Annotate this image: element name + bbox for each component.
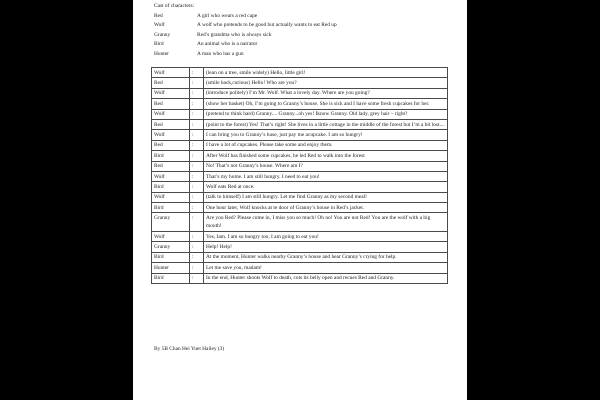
table-row	[152, 78, 448, 88]
cast-row	[154, 12, 337, 22]
table-row	[152, 109, 448, 119]
cast-description: A girl who wears a red cape	[197, 12, 258, 19]
speaker-cell: Hunter	[152, 263, 190, 273]
table-row	[152, 203, 448, 213]
cast-row	[154, 40, 337, 50]
dialogue-cell: That’s my home. I am still hungry. I need to eat you!	[204, 171, 448, 181]
table-row	[152, 88, 448, 98]
cast-description: A man who has a gun	[197, 50, 244, 57]
script-table	[151, 67, 448, 284]
speaker-cell: Red	[152, 161, 190, 171]
colon-cell: :	[190, 171, 204, 181]
colon-cell: :	[190, 182, 204, 192]
dialogue-cell: (point to the forest) Yes! That’s right! She lives in a little cottage in the middle of the forest but I’m a bit lost....	[204, 119, 448, 129]
dialogue-cell: No! That’s not Granny’s house. Where am I?	[204, 161, 448, 171]
colon-cell: :	[190, 161, 204, 171]
cast-of-characters	[154, 2, 337, 60]
table-row	[152, 232, 448, 242]
colon-cell: :	[190, 252, 204, 262]
colon-cell: :	[190, 109, 204, 119]
colon-cell: :	[190, 213, 204, 232]
table-row	[152, 119, 448, 129]
speaker-cell: Wolf	[152, 130, 190, 140]
dialogue-cell: Yes, Iam. I am so hungry too, I am going to eat you!	[204, 232, 448, 242]
table-row	[152, 263, 448, 273]
speaker-cell: Bird	[152, 273, 190, 283]
speaker-cell: Granny	[152, 242, 190, 252]
speaker-cell: Bird	[152, 203, 190, 213]
dialogue-cell: Are you Red? Please come in, I miss you so much! Oh no! You are not Red! You are the wolf with a big mouth!	[204, 213, 448, 232]
speaker-cell: Red	[152, 99, 190, 109]
table-row	[152, 182, 448, 192]
speaker-cell: Bird	[152, 252, 190, 262]
cast-row	[154, 50, 337, 60]
dialogue-cell: (talk to himself) I am still hungry. Let me find Granny as my second meal!	[204, 192, 448, 202]
dialogue-cell: (show her basket) Oh, I’m going to Granny’s house. She is sick and I have some fresh cupcakes for her.	[204, 99, 448, 109]
speaker-cell: Wolf	[152, 192, 190, 202]
colon-cell: :	[190, 99, 204, 109]
dialogue-cell: I have a lot of cupcakes. Please take some and enjoy them.	[204, 140, 448, 150]
cast-row	[154, 31, 337, 41]
colon-cell: :	[190, 203, 204, 213]
table-row	[152, 273, 448, 283]
cast-name: Granny	[154, 31, 171, 38]
cast-description: A wolf who pretends to be good but actually wants to eat Red up	[197, 22, 337, 29]
colon-cell: :	[190, 68, 204, 78]
table-row	[152, 213, 448, 232]
cast-description: An animal who is a narrator	[197, 41, 258, 48]
dialogue-cell: After Wolf has finished some cupcakes, he led Red to walk into the forest	[204, 151, 448, 161]
speaker-cell: Granny	[152, 213, 190, 232]
colon-cell: :	[190, 88, 204, 98]
speaker-cell: Wolf	[152, 109, 190, 119]
document-page	[133, 0, 467, 400]
dialogue-cell: I can bring you to Granny’s huse, just pay me acupcake. I am so hungry!	[204, 130, 448, 140]
cast-name: Bird	[154, 41, 164, 48]
dialogue-cell: Let me save you, madam!	[204, 263, 448, 273]
colon-cell: :	[190, 78, 204, 88]
colon-cell: :	[190, 232, 204, 242]
colon-cell: :	[190, 130, 204, 140]
table-row	[152, 161, 448, 171]
dialogue-cell: (smile back,curious) Hello! Who are you?	[204, 78, 448, 88]
cast-name: Red	[154, 12, 163, 19]
table-row	[152, 192, 448, 202]
dialogue-cell: Wolf eats Red at once.	[204, 182, 448, 192]
speaker-cell: Red	[152, 119, 190, 129]
speaker-cell: Wolf	[152, 88, 190, 98]
table-row	[152, 171, 448, 181]
speaker-cell: Wolf	[152, 68, 190, 78]
dialogue-cell: At the moment, Hunter walks nearby Granny’s house and hear Granny’s crying for help.	[204, 252, 448, 262]
cast-list	[154, 12, 337, 60]
colon-cell: :	[190, 242, 204, 252]
dialogue-cell: In the end, Hunter shoots Wolf to death, cuts its belly open and recues Red and Granny.	[204, 273, 448, 283]
cast-name: Wolf	[154, 22, 165, 29]
colon-cell: :	[190, 263, 204, 273]
table-row	[152, 99, 448, 109]
colon-cell: :	[190, 273, 204, 283]
colon-cell: :	[190, 151, 204, 161]
colon-cell: :	[190, 192, 204, 202]
colon-cell: :	[190, 119, 204, 129]
cast-name: Hunter	[154, 50, 169, 57]
colon-cell: :	[190, 140, 204, 150]
cast-heading: Cast of characters:	[154, 3, 195, 9]
table-row	[152, 242, 448, 252]
dialogue-cell: (introduce politely) I’m Mr. Wolf. What a lovely day. Where are you going?	[204, 88, 448, 98]
cast-description: Red’s grandma who is always sick	[197, 31, 272, 38]
speaker-cell: Red	[152, 78, 190, 88]
dialogue-cell: Help! Help!	[204, 242, 448, 252]
table-row	[152, 68, 448, 78]
byline: By 5B Chan Hei Yuet Hailey (3)	[154, 346, 225, 352]
dialogue-cell: (pretend to think hard) Granny.... Granny...oh yes! Iknow Granny. Old lady, grey hair – right?	[204, 109, 448, 119]
speaker-cell: Red	[152, 140, 190, 150]
table-row	[152, 151, 448, 161]
cast-row	[154, 21, 337, 31]
table-row	[152, 140, 448, 150]
dialogue-cell: One hour later, Wolf knocks at te door of Granny’s house in Red’s jacket.	[204, 203, 448, 213]
speaker-cell: Bird	[152, 182, 190, 192]
table-row	[152, 252, 448, 262]
speaker-cell: Wolf	[152, 232, 190, 242]
speaker-cell: Bird	[152, 151, 190, 161]
table-row	[152, 130, 448, 140]
speaker-cell: Wolf	[152, 171, 190, 181]
dialogue-cell: (lean on a tree, smile widely) Hello, little girl!	[204, 68, 448, 78]
